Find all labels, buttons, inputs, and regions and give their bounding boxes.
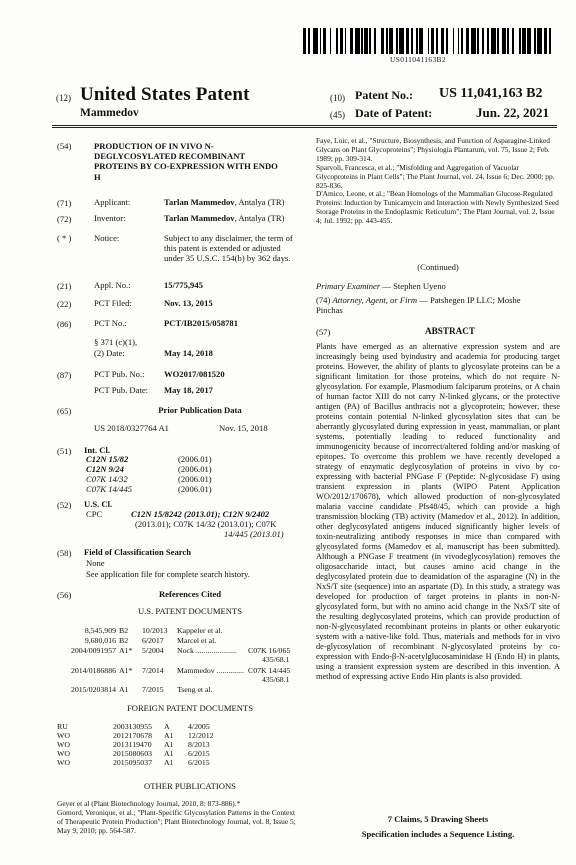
abstract-text: Plants have emerged as an alternative expression system and are increasingly being used byindustry and academia for producing target proteins. However, the ability of plants to glycosylate proteins can be a significant limitation for those proteins, which do not require N-glycosylation. For example, Plasmodium falciparum proteins, or A chain of human factor XIII do not carry N-linked glycans, or the protective antigen (PA) of Bacillus anthracis not a glycoprotein; however, these proteins contain potential N-linked glycosylation sites that can be aberrantly glycosylated during expression in yeast, mammalian, or plant systems, potentially leading to reduced functionality and immunogenicity because of incorrect/altered folding and/or masking of epitopes. To overcome this problem we have recently developed a strategy of enzymatic deglycosylation of proteins in vivo by co-expressing with bacterial PNGase F (Peptide: N-glycosidase F) using transient expression in plants (WIPO Patent Application WO/2012/170678), which allowed production of non-glycosylated malaria vaccine candidate Pfs48/45, which can provide a high transmission blocking (TB) activity (Mamedov et al., 2012). In addition, other deglycosylated antigens induced significantly higher levels of toxin-neutralizing antibody responses in mice than compared with glycosylated forms (Mamedov et al, manuscript has been submitted). Although a PNGase F treatment (in vivodeglycosylation) removes the oligosaccharide intact, but causes amino acid change in the deglycosylated protein due to deamidation of the asparagine (N) in the NxS/T site (sequence) into an aspartate (D). In this study, a strategy was developed for production of target proteins in plants in non-N-glycosylated form, but with no amino acid change in the NxS/T site of the resulting deglycosylated proteins, which can provide production of non-N-glycosylated recombinant proteins in plants or other eukaryotic system with a native-like fold. Thus, materials and methods for in vivo de-glycosylation of recombinant N-glycosylated proteins by co-expression with Endo-β-N-acetylglucosaminidase H (Endo H) in plants, using a transient expression system are described in this invention. A method of expressing active Endo Hin plants is also provided. (316, 342, 560, 681)
int-cl-row (86, 454, 212, 465)
int-cl-row (86, 464, 212, 475)
foreign-doc-date: 6/2015 (188, 758, 210, 767)
us-doc-name: Marcel et al. (177, 636, 217, 645)
foreign-doc-date: 12/2012 (188, 731, 214, 740)
int-cl-class: C07K 14/445 (86, 484, 133, 494)
us-doc-cls: C07K 16/065 (248, 646, 291, 655)
classification-search-value: None (86, 558, 105, 568)
int-cl-class: C12N 9/24 (86, 464, 124, 474)
foreign-doc-kind: A1 (164, 758, 174, 767)
pct-no-label: PCT No.: (94, 318, 127, 328)
pct-pub-no: WO2017/081520 (164, 369, 225, 379)
other-pubs-right (316, 137, 560, 226)
us-doc-name: Nock ..................... (177, 646, 237, 655)
cpc-label: CPC (86, 509, 103, 519)
us-doc-date: 6/2017 (142, 636, 164, 645)
field-56-code: (56) (57, 590, 72, 600)
applicant-label: Applicant: (94, 197, 131, 207)
us-doc-num: 8,545,909 (84, 626, 116, 635)
field-86-code: (86) (57, 319, 72, 329)
foreign-doc-num: 2015080603 (113, 749, 152, 758)
foreign-doc-cc: WO (57, 731, 70, 740)
int-cl-version: (2006.01) (178, 454, 212, 464)
prior-pub-heading: Prior Publication Data (158, 405, 242, 415)
us-cl-label: U.S. Cl. (84, 499, 113, 509)
us-doc-kind: A1* (119, 646, 133, 655)
inventor-label: Inventor: (94, 213, 126, 223)
field-21-code: (21) (57, 281, 72, 291)
field-71-code: (71) (57, 198, 72, 208)
attorney-label: Attorney, Agent, or Firm (332, 295, 418, 305)
examiner-name: — Stephen Uyeno (380, 281, 446, 291)
foreign-doc-date: 8/2013 (188, 740, 210, 749)
foreign-docs-heading: FOREIGN PATENT DOCUMENTS (126, 703, 254, 713)
notice-label: Notice: (94, 233, 120, 243)
patent-number: US 11,041,163 B2 (439, 86, 543, 101)
classification-search-note: See application file for complete search history. (86, 569, 250, 579)
int-cl-version: (2006.01) (178, 474, 212, 484)
us-doc-name: Tseng et al. (177, 685, 213, 694)
us-doc-kind: B2 (119, 636, 129, 645)
us-doc-num: 2015/0203814 (70, 685, 116, 694)
notice-code: ( * ) (57, 233, 72, 243)
field-87-code: (87) (57, 370, 72, 380)
attorney-name: — Patshegen IP LLC; Moshe Pinchas (316, 295, 521, 316)
kind-code: (12) (56, 93, 71, 103)
foreign-doc-num: 2012170678 (113, 731, 152, 740)
applicant-name: Tarlan Mammedov (164, 197, 235, 207)
primary-examiner (316, 281, 560, 291)
field-22-code: (22) (57, 299, 72, 309)
int-cl-class: C12N 15/82 (86, 454, 129, 464)
int-cl-version: (2006.01) (178, 484, 212, 494)
us-doc-num: 2014/0186886 (70, 666, 116, 675)
pct-filed-label: PCT Filed: (94, 298, 132, 308)
appl-no-label: Appl. No.: (94, 280, 131, 290)
field-52-code: (52) (57, 500, 72, 510)
foreign-doc-date: 6/2015 (188, 749, 210, 758)
prior-pub-date: Nov. 15, 2018 (219, 423, 268, 433)
prior-pub-number: US 2018/0327764 A1 (94, 423, 169, 433)
abstract-heading: ABSTRACT (425, 326, 476, 336)
date-code: (45) (330, 110, 345, 120)
references-heading: References Cited (158, 589, 222, 599)
patent-no-code: (10) (330, 93, 345, 103)
us-doc-date: 7/2015 (142, 685, 164, 694)
us-docs-heading: U.S. PATENT DOCUMENTS (137, 606, 243, 616)
inventor-surname: Mammedov (80, 107, 139, 119)
cpc-line-2: (2013.01); C07K 14/32 (2013.01); C07K (135, 519, 277, 529)
barcode-number: US011041163B2 (390, 55, 446, 64)
applicant (164, 197, 284, 208)
patent-no-label: Patent No.: (355, 88, 413, 102)
date-label: Date of Patent: (355, 106, 433, 120)
int-cl-version: (2006.01) (178, 464, 212, 474)
foreign-doc-kind: A (164, 722, 170, 731)
foreign-doc-cc: WO (57, 740, 70, 749)
foreign-doc-kind: A1 (164, 731, 174, 740)
us-doc-kind: A1* (119, 666, 133, 675)
foreign-doc-num: 2013119470 (113, 740, 152, 749)
us-doc-cls: C07K 14/445 (248, 666, 291, 675)
citation: Geyer et al (Plant Biotechnology Journal, 2010, 8: 873-886).* (57, 799, 241, 808)
us-doc-num: 2004/0091957 (70, 646, 116, 655)
sequence-note: Specification includes a Sequence Listing. (361, 829, 515, 839)
field-72-code: (72) (57, 214, 72, 224)
s371-label: § 371 (c)(1), (94, 337, 138, 347)
int-cl-class: C07K 14/32 (86, 474, 128, 484)
citation: D'Amico, Leone, et al.; "Bean Homologs of the Mammalian Glucose-Regulated Proteins: Induction by Tunicamycin and Interaction with Newly Synthesized Seed Storage Proteins in the Endoplasmic Reticulum"; The Plant Journal, vol. 2, Issue 4; Jul. 1992; pp. 443-455. (316, 189, 559, 226)
barcode (303, 28, 555, 54)
foreign-doc-date: 4/2005 (188, 722, 210, 731)
us-doc-cls2: 435/68.1 (262, 655, 290, 664)
citation: Gomord, Veronique, et al.; "Plant-Specific Glycosylation Patterns in the Context of Therapeutic Protein Production"; Plant Biotechnology Journal, vol. 8, Issue 5; May 9, 2010; pp. 564-587. (57, 807, 296, 835)
barcode-bar (551, 28, 554, 54)
foreign-doc-num: 2015095037 (113, 758, 152, 767)
citation: Faye, Loic, et al., "Structure, Biosynthesis, and Function of Asparagine-Linked Glycans on Plant Glycoproteins"; Physiologia Plantarum, vol. 75, Issue 2; Feb. 1989; pp. 309-314. (316, 136, 550, 163)
us-doc-date: 10/2013 (142, 626, 168, 635)
us-doc-kind: A1 (119, 685, 129, 694)
foreign-doc-cc: RU (57, 722, 68, 731)
int-cl-row (86, 474, 212, 485)
foreign-doc-kind: A1 (164, 749, 174, 758)
claims-summary: 7 Claims, 5 Drawing Sheets (387, 814, 489, 824)
pct-pub-no-label: PCT Pub. No.: (94, 369, 145, 379)
citation: Sparvoli, Francesca, et al.; "Misfolding and Aggregation of Vacuolar Glycoproteins in Plant Cells"; The Plant Journal, vol. 24, Issue 6; Dec. 2000; pp. 825-836. (316, 162, 555, 190)
invention-title: PRODUCTION OF IN VIVO N-DEGLYCOSYLATED RECOMBINANT PROTEINS BY CO-EXPRESSION WITH ENDO H (94, 141, 278, 182)
examiner-label: Primary Examiner (316, 281, 381, 291)
field-51-code: (51) (57, 446, 72, 456)
foreign-doc-kind: A1 (164, 740, 174, 749)
pct-no: PCT/IB2015/058781 (164, 318, 239, 328)
us-doc-name: Mammedov .............. (177, 666, 244, 675)
pct-pub-date-label: PCT Pub. Date: (94, 385, 149, 395)
us-doc-num: 9,680,016 (84, 636, 116, 645)
header-divider (52, 125, 557, 126)
continued-note: (Continued) (417, 262, 459, 272)
us-doc-cls2: 435/68.1 (262, 675, 290, 684)
pct-pub-date: May 18, 2017 (164, 385, 213, 395)
us-doc-kind: B2 (119, 626, 129, 635)
foreign-doc-cc: WO (57, 749, 70, 758)
cpc-line-1: C12N 15/8242 (2013.01); C12N 9/2402 (131, 509, 270, 519)
notice-text: Subject to any disclaimer, the term of this patent is extended or adjusted under 35 U.S.C. 154(b) by 362 days. (164, 233, 293, 264)
appl-no: 15/775,945 (164, 280, 203, 290)
int-cl-label: Int. Cl. (84, 445, 111, 455)
pct-filed: Nov. 13, 2015 (164, 298, 213, 308)
cpc-line-3: 14/445 (2013.01) (224, 529, 284, 539)
field-65-code: (65) (57, 406, 72, 416)
patent-date: Jun. 22, 2021 (476, 105, 549, 120)
patent-title: United States Patent (80, 84, 250, 105)
foreign-doc-cc: WO (57, 758, 70, 767)
abstract-code: (57) (316, 327, 331, 337)
us-doc-name: Kappeler et al. (177, 626, 223, 635)
applicant-location: , Antalya (TR) (234, 197, 285, 207)
inventor-location: , Antalya (TR) (234, 213, 285, 223)
other-pubs-heading: OTHER PUBLICATIONS (144, 781, 236, 791)
field-58-code: (58) (57, 548, 72, 558)
attorney (316, 295, 546, 315)
inventor (164, 213, 284, 224)
us-doc-date: 5/2004 (142, 646, 164, 655)
inventor-name: Tarlan Mammedov (164, 213, 235, 223)
field-54-code: (54) (57, 141, 72, 151)
header-divider-2 (52, 127, 557, 128)
s371-date-label: (2) Date: (94, 348, 125, 358)
s371-date: May 14, 2018 (164, 348, 213, 358)
classification-search-label: Field of Classification Search (84, 547, 192, 557)
int-cl-row (86, 484, 212, 495)
attorney-code: (74) (316, 295, 331, 305)
foreign-doc-num: 2003130955 (113, 722, 152, 731)
us-doc-date: 7/2014 (142, 666, 164, 675)
other-pubs-left (57, 800, 302, 836)
